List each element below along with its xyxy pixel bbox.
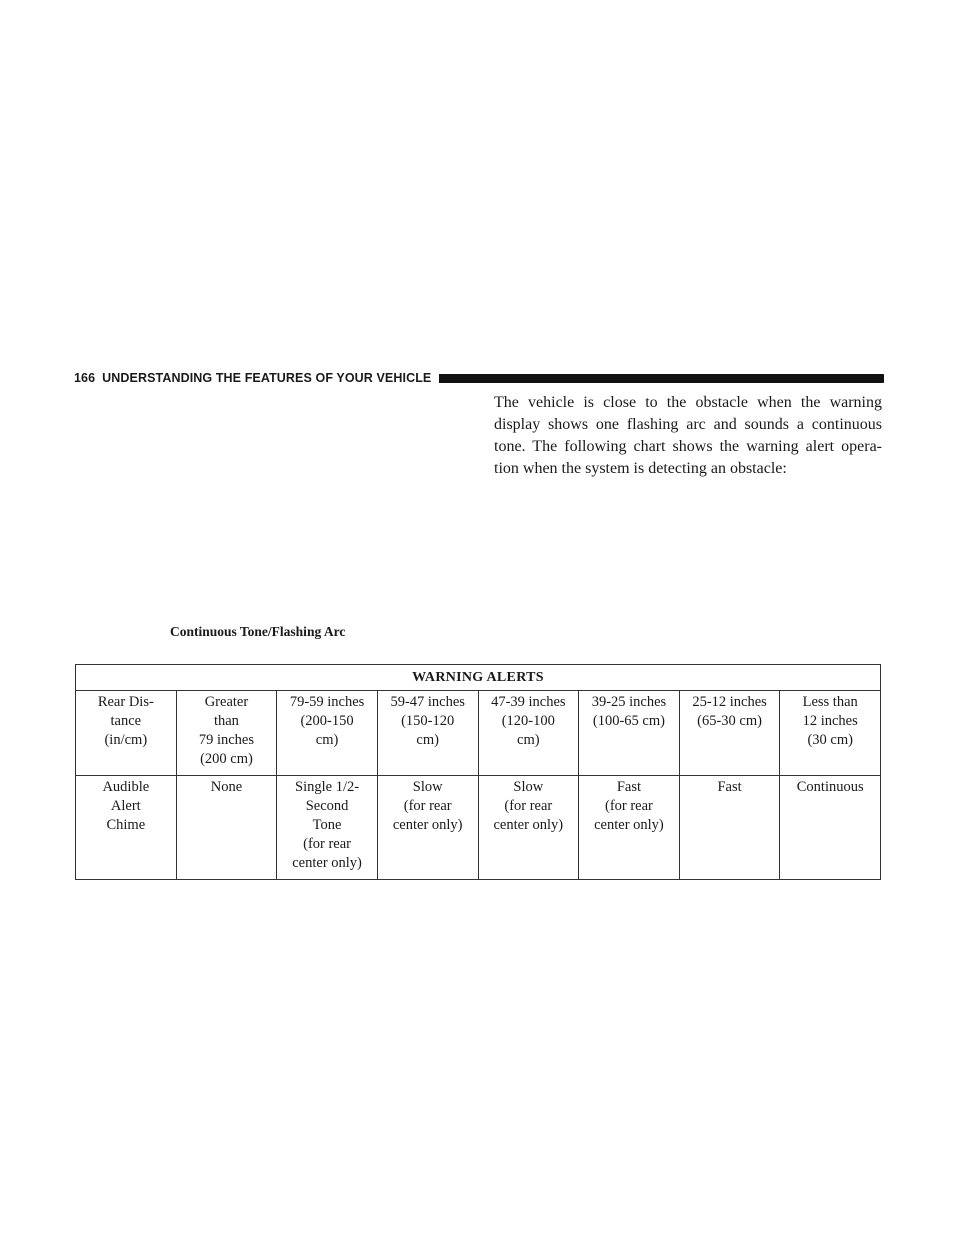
table-cell <box>478 691 579 776</box>
cell-line: tance <box>110 713 142 729</box>
body-paragraph: The vehicle is close to the obstacle when the warning display shows one flashing arc and sounds a continuous tone. The following chart shows the warning alert opera-tion when the system is detecting an obstacle: <box>494 394 882 477</box>
table-row <box>76 691 881 776</box>
warning-alerts-table <box>75 664 881 880</box>
table-cell <box>76 776 177 880</box>
table-cell <box>377 776 478 880</box>
cell-line: Audible <box>102 779 150 795</box>
cell-line: center only) <box>292 855 362 871</box>
cell-line: Slow <box>412 779 443 795</box>
cell-line: Continuous <box>796 779 864 795</box>
table-title-row <box>76 665 881 691</box>
cell-line: (200-150 <box>300 713 354 729</box>
table-cell <box>76 691 177 776</box>
table-cell <box>277 776 378 880</box>
figure-caption: Continuous Tone/Flashing Arc <box>170 624 346 639</box>
page-number: 166 <box>74 371 96 385</box>
cell-line: Greater <box>204 694 249 710</box>
cell-line: Tone <box>312 817 342 833</box>
cell-line: 39-25 inches <box>591 694 667 710</box>
cell-line: (for rear <box>604 798 653 814</box>
cell-line: center only) <box>493 817 564 833</box>
cell-line: center only) <box>392 817 463 833</box>
table-cell <box>579 776 680 880</box>
header-rule-bar <box>439 374 884 383</box>
cell-line: (120-100 <box>501 713 555 729</box>
cell-line: Rear Dis- <box>97 694 154 710</box>
cell-line: (200 cm) <box>200 751 253 767</box>
cell-line: (for rear <box>303 836 351 852</box>
cell-line: cm) <box>517 732 540 748</box>
table-cell <box>176 776 277 880</box>
table-cell <box>579 691 680 776</box>
cell-line: Less than <box>802 694 858 710</box>
cell-line: (for rear <box>403 798 452 814</box>
cell-line: than <box>213 713 239 729</box>
cell-line: Alert <box>110 798 141 814</box>
cell-line: 47-39 inches <box>491 694 566 710</box>
section-title: UNDERSTANDING THE FEATURES OF YOUR VEHICLE <box>102 371 432 385</box>
table-cell <box>478 776 579 880</box>
table-row <box>76 776 881 880</box>
cell-line: 59-47 inches <box>390 694 465 710</box>
table-title: WARNING ALERTS <box>76 665 881 691</box>
cell-line: None <box>210 779 243 795</box>
cell-line: Slow <box>513 779 544 795</box>
page-header <box>74 370 884 386</box>
cell-line: 79-59 inches <box>289 694 365 710</box>
cell-line: (65-30 cm) <box>697 713 762 729</box>
table-cell <box>679 776 780 880</box>
cell-line: cm) <box>315 732 339 748</box>
cell-line: 12 inches <box>802 713 858 729</box>
cell-line: Chime <box>106 817 146 833</box>
cell-line: 25-12 inches <box>692 694 767 710</box>
table-cell <box>679 691 780 776</box>
cell-line: (for rear <box>504 798 553 814</box>
cell-line: Fast <box>717 779 742 795</box>
table-body <box>76 691 881 880</box>
cell-line: (150-120 <box>401 713 455 729</box>
table-cell <box>176 691 277 776</box>
table-cell <box>780 776 881 880</box>
cell-line: center only) <box>594 817 664 833</box>
table-cell <box>277 691 378 776</box>
cell-line: 79 inches <box>198 732 255 748</box>
table-cell <box>377 691 478 776</box>
cell-line: (in/cm) <box>104 732 148 748</box>
cell-line: Single 1/2- <box>295 779 360 795</box>
cell-line: (30 cm) <box>807 732 853 748</box>
cell-line: cm) <box>416 732 439 748</box>
table-cell <box>780 691 881 776</box>
cell-line: Fast <box>616 779 642 795</box>
cell-line: (100-65 cm) <box>592 713 665 729</box>
cell-line: Second <box>305 798 349 814</box>
